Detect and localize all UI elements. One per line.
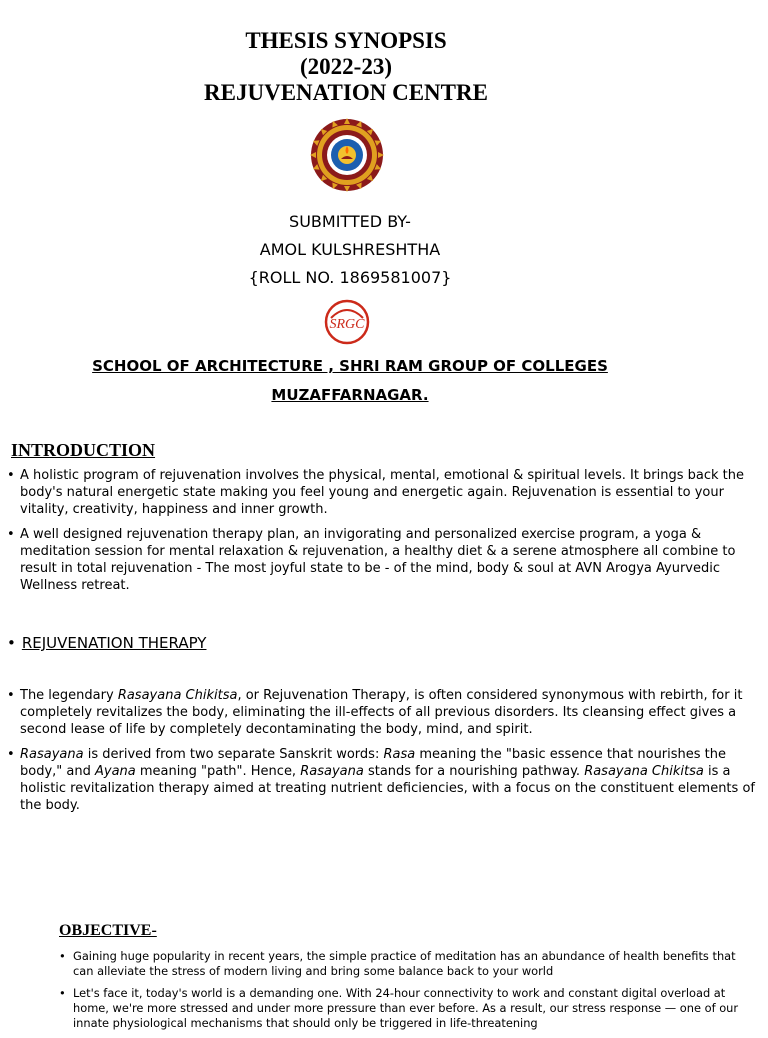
submitted-label: SUBMITTED BY- xyxy=(289,212,411,231)
list-item: • Let's face it, today's world is a demanding one. With 24-hour connectivity to work and constant digital overload at home, we're more stressed and under more pressure than ever before. As a result, our stress response — one of our innate physiological mechanisms that should only be triggered in life-threatening xyxy=(59,986,739,1031)
text-run: meaning the "basic essence that nourishes the body," and xyxy=(20,747,727,779)
college-logo-text: SRGC xyxy=(329,317,365,332)
text-run: The legendary xyxy=(20,688,118,703)
submitted-block xyxy=(0,208,700,292)
therapy-list xyxy=(7,687,764,822)
list-item: • Gaining huge popularity in recent years, the simple practice of meditation has an abundance of health benefits that can alleviate the stress of modern living and bring some balance back to your world xyxy=(59,949,739,979)
therapy-heading-label: REJUVENATION THERAPY xyxy=(21,634,207,652)
text-run-italic: Rasa xyxy=(383,747,416,762)
introduction-heading: INTRODUCTION xyxy=(11,440,156,460)
text-run-italic: Rasayana Chikitsa xyxy=(117,688,238,703)
college-logo-icon xyxy=(323,298,371,346)
roll-number: {ROLL NO. 1869581007} xyxy=(248,268,452,287)
list-item: • A well designed rejuvenation therapy plan, an invigorating and personalized exercise program, a yoga & meditation session for mental relaxation & rejuvenation, a healthy diet & a serene atmosphere all combine to result in total rejuvenation - The most joyful state to be - of the mind, body & soul at AVN Arogya Ayurvedic Wellness retreat. xyxy=(7,526,764,594)
school-block xyxy=(0,352,700,410)
school-city: MUZAFFARNAGAR. xyxy=(271,386,429,404)
text-run: stands for a nourishing pathway. xyxy=(363,764,585,779)
text-run: is derived from two separate Sanskrit words: xyxy=(83,747,384,762)
objective-list xyxy=(59,949,739,1038)
title-block xyxy=(0,28,692,106)
objective-heading: OBJECTIVE- xyxy=(59,922,157,939)
university-emblem-icon xyxy=(310,118,384,192)
list-item xyxy=(7,746,764,814)
title-line-2: (2022-23) xyxy=(300,54,392,79)
bullet-icon: • xyxy=(7,634,16,652)
text-run: is a holistic revitalization therapy aimed at treating nutrient deficiencies, with a focus on the constituent elements of the body. xyxy=(20,764,755,813)
list-item: • A holistic program of rejuvenation involves the physical, mental, emotional & spiritual levels. It brings back the body's natural energetic state making you feel young and energetic again. Rejuvenation is essential to your vitality, creativity, happiness and inner growth. xyxy=(7,467,764,518)
rejuvenation-therapy-heading xyxy=(7,634,206,652)
text-run: meaning "path". Hence, xyxy=(135,764,301,779)
author-name: AMOL KULSHRESHTHA xyxy=(259,240,441,259)
text-run-italic: Rasayana xyxy=(20,747,84,762)
list-item xyxy=(7,687,764,738)
text-run-italic: Rasayana xyxy=(300,764,364,779)
text-run-italic: Ayana xyxy=(95,764,136,779)
title-line-1: THESIS SYNOPSIS xyxy=(245,28,447,53)
text-run: , or Rejuvenation Therapy, is often considered synonymous with rebirth, for it completely revitalizes the body, eliminating the ill-effects of all previous disorders. Its cleansing effect gives a second lease of life by completely decontaminating the body, mind, and spirit. xyxy=(20,688,743,737)
school-name: SCHOOL OF ARCHITECTURE , SHRI RAM GROUP OF COLLEGES xyxy=(92,357,608,375)
text-run-italic: Rasayana Chikitsa xyxy=(584,764,704,779)
introduction-list xyxy=(7,467,764,602)
title-line-3: REJUVENATION CENTRE xyxy=(204,80,488,105)
